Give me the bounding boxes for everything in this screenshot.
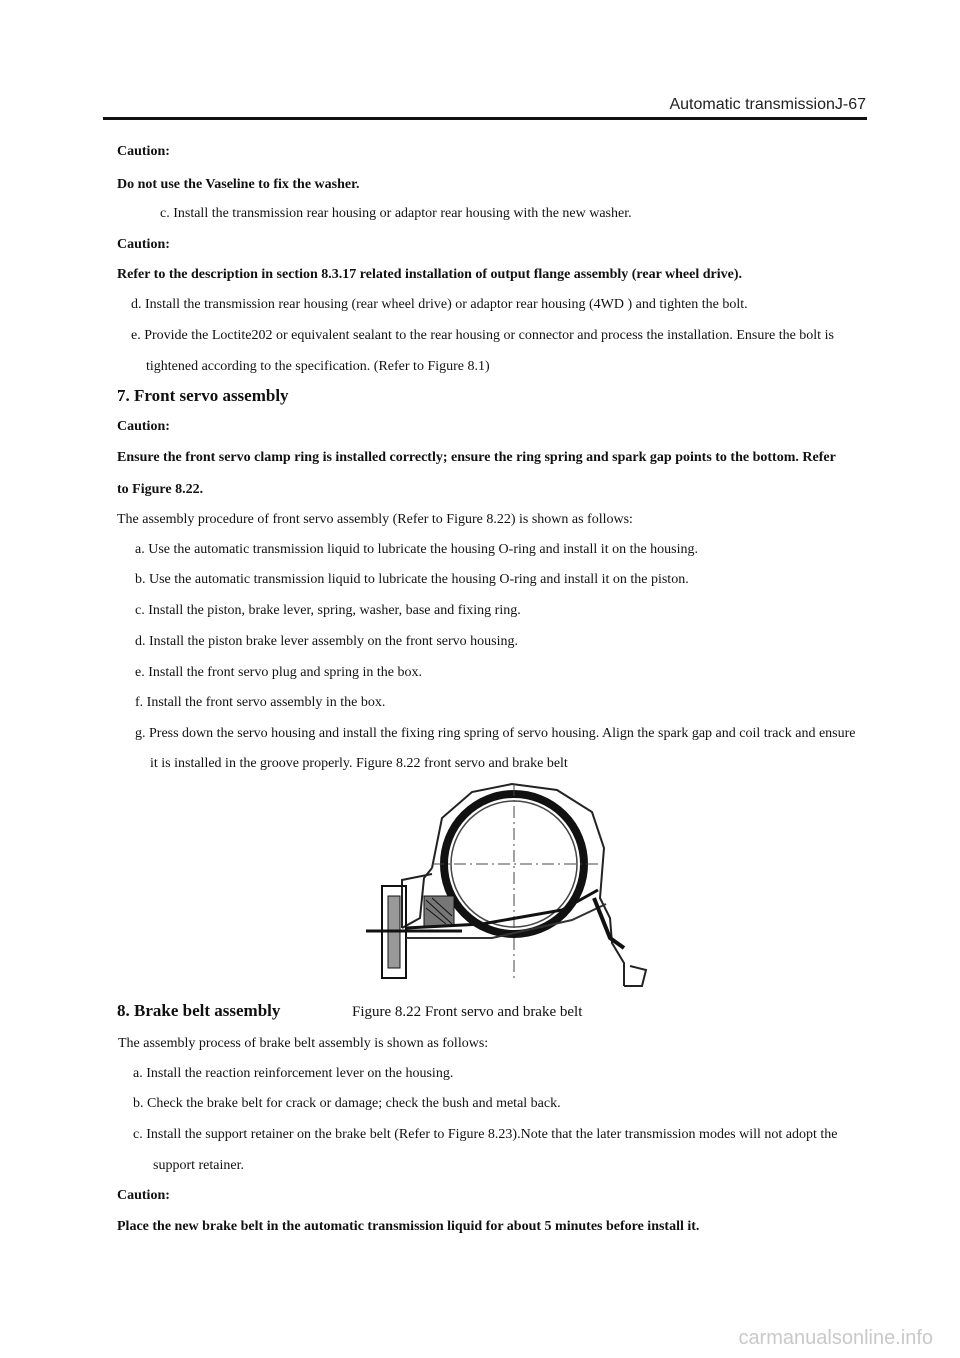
section-heading-brake-belt: 8. Brake belt assembly bbox=[117, 1001, 281, 1020]
step-e: e. Install the front servo plug and spring in the box. bbox=[135, 665, 422, 680]
step-f: f. Install the front servo assembly in the box. bbox=[135, 695, 386, 710]
caution-text: Place the new brake belt in the automatic transmission liquid for about 5 minutes before install it. bbox=[117, 1219, 700, 1234]
header-rule bbox=[103, 117, 867, 120]
figure-caption: Figure 8.22 Front servo and brake belt bbox=[352, 1004, 583, 1020]
front-servo-figure bbox=[362, 778, 654, 990]
step-a: a. Install the reaction reinforcement lever on the housing. bbox=[133, 1066, 454, 1081]
section-heading-front-servo: 7. Front servo assembly bbox=[117, 386, 289, 405]
caution-text: Ensure the front servo clamp ring is installed correctly; ensure the ring spring and spark gap points to the bottom. Refer bbox=[117, 450, 836, 465]
procedure-intro: The assembly process of brake belt assembly is shown as follows: bbox=[118, 1036, 489, 1051]
step-g-continued: it is installed in the groove properly. Figure 8.22 front servo and brake belt bbox=[150, 756, 568, 771]
caution-label: Caution: bbox=[117, 144, 170, 159]
step-e-continued: tightened according to the specification. (Refer to Figure 8.1) bbox=[146, 359, 490, 374]
step-d: d. Install the piston brake lever assembly on the front servo housing. bbox=[135, 634, 518, 649]
step-e-sealant: e. Provide the Loctite202 or equivalent sealant to the rear housing or connector and process the installation. Ensure the bolt is bbox=[131, 328, 834, 343]
caution-text: Refer to the description in section 8.3.17 related installation of output flange assembly (rear wheel drive). bbox=[117, 267, 743, 282]
caution-text: Do not use the Vaseline to fix the washer. bbox=[117, 177, 360, 192]
step-c-rear-housing: c. Install the transmission rear housing or adaptor rear housing with the new washer. bbox=[160, 206, 632, 221]
step-a: a. Use the automatic transmission liquid to lubricate the housing O-ring and install it on the housing. bbox=[135, 542, 699, 557]
caution-label: Caution: bbox=[117, 237, 170, 252]
caution-label: Caution: bbox=[117, 1188, 170, 1203]
caution-text-continued: to Figure 8.22. bbox=[117, 482, 204, 497]
caution-label: Caution: bbox=[117, 419, 170, 434]
step-g: g. Press down the servo housing and install the fixing ring spring of servo housing. Align the spark gap and coil track and ensure bbox=[135, 726, 856, 741]
step-b: b. Check the brake belt for crack or damage; check the bush and metal back. bbox=[133, 1096, 561, 1111]
step-b: b. Use the automatic transmission liquid to lubricate the housing O-ring and install it on the piston. bbox=[135, 572, 689, 587]
page-header: Automatic transmissionJ-67 bbox=[669, 96, 866, 113]
procedure-intro: The assembly procedure of front servo assembly (Refer to Figure 8.22) is shown as follows: bbox=[117, 512, 633, 527]
step-d-install-housing: d. Install the transmission rear housing (rear wheel drive) or adaptor rear housing (4WD ) and tighten the bolt. bbox=[131, 297, 748, 312]
step-c: c. Install the support retainer on the brake belt (Refer to Figure 8.23).Note that the later transmission modes will not adopt the bbox=[133, 1127, 838, 1142]
step-c: c. Install the piston, brake lever, spring, washer, base and fixing ring. bbox=[135, 603, 521, 618]
watermark: carmanualsonline.info bbox=[738, 1327, 933, 1349]
step-c-continued: support retainer. bbox=[153, 1158, 244, 1173]
